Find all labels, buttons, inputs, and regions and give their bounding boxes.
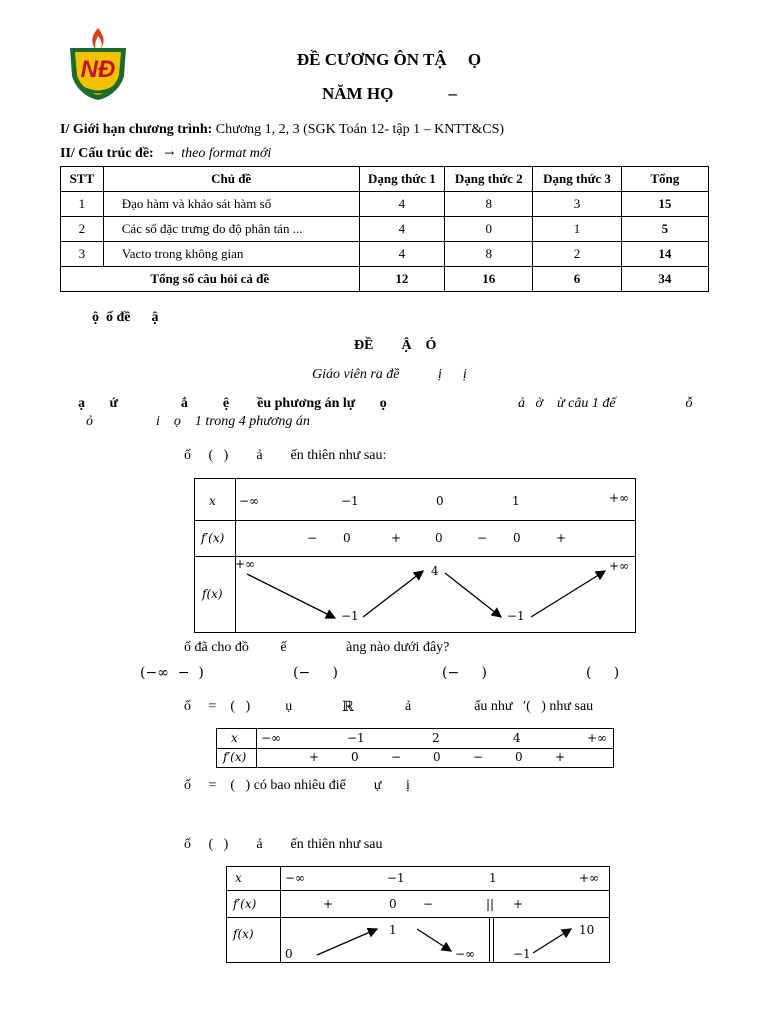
cell-topic: Đạo hàm và khảo sát hàm số bbox=[103, 192, 359, 217]
q3-x-value: −1 bbox=[387, 871, 405, 885]
header-total: Tổng bbox=[621, 167, 708, 192]
footer-label: Tổng số câu hỏi cả đề bbox=[61, 267, 360, 292]
question-1-prompt: ố đã cho đồ ế àng nào dưới đây? bbox=[184, 640, 450, 655]
footer-form-3: 6 bbox=[533, 267, 621, 292]
q1-fp-label: f′(x) bbox=[201, 531, 225, 545]
table-row bbox=[61, 217, 709, 242]
cell-form-3: 2 bbox=[533, 242, 621, 267]
q1-variation-arrows bbox=[195, 479, 637, 634]
q1-f-value: 4 bbox=[431, 564, 439, 578]
q3-f-value: 1 bbox=[389, 923, 397, 937]
question-2-stem-a: ố = ( ) ụ bbox=[184, 699, 293, 714]
table-row bbox=[61, 242, 709, 267]
cell-stt: 2 bbox=[61, 217, 104, 242]
q1-f-label: f(x) bbox=[202, 587, 223, 601]
q3-f-value: −∞ bbox=[455, 947, 476, 961]
q2-fp-zero: 0 bbox=[433, 750, 441, 764]
section-2-content: theo format mới bbox=[181, 146, 272, 161]
q1-x-value: −1 bbox=[341, 494, 359, 508]
q1-option-d[interactable]: ( ) bbox=[586, 665, 620, 681]
header-topic: Chủ đề bbox=[103, 167, 359, 192]
q1-fp-sign: − bbox=[477, 531, 488, 545]
cell-form-2: 0 bbox=[445, 217, 533, 242]
q3-x-value: 1 bbox=[489, 871, 497, 885]
q1-option-b[interactable]: (− ) bbox=[293, 665, 338, 681]
q1-x-value: +∞ bbox=[609, 491, 630, 505]
q2-x-value: 4 bbox=[513, 731, 521, 745]
q1-x-value: 0 bbox=[436, 494, 444, 508]
q1-fp-zero: 0 bbox=[513, 531, 521, 545]
q2-sign-table bbox=[216, 728, 614, 768]
q1-fp-sign: + bbox=[556, 531, 567, 545]
header-form-2: Dạng thức 2 bbox=[445, 167, 533, 192]
q1-option-c[interactable]: (− ) bbox=[442, 665, 487, 681]
table-footer-row bbox=[61, 267, 709, 292]
cell-topic: Vacto trong không gian bbox=[103, 242, 359, 267]
arrow-icon: → bbox=[164, 146, 175, 160]
q3-f-value: 10 bbox=[579, 923, 595, 937]
cell-form-3: 1 bbox=[533, 217, 621, 242]
sample-exam-note: ộ ố đề ậ bbox=[92, 310, 159, 325]
q2-fp-sign: − bbox=[391, 750, 402, 764]
cell-total: 15 bbox=[621, 192, 708, 217]
q2-fp-sign: − bbox=[473, 750, 484, 764]
question-3-stem: ố ( ) ả ến thiên như sau bbox=[184, 837, 383, 852]
q2-x-value: −∞ bbox=[261, 731, 282, 745]
q3-fp-sign: − bbox=[423, 897, 434, 911]
exam-title: ĐỀ Ậ Ó bbox=[354, 338, 437, 353]
q3-x-label: x bbox=[235, 871, 242, 885]
q2-fp-sign: + bbox=[555, 750, 566, 764]
cell-total: 14 bbox=[621, 242, 708, 267]
cell-form-1: 4 bbox=[359, 217, 445, 242]
q2-x-label: x bbox=[231, 731, 238, 745]
part-header-line-2: ỏ i ọ 1 trong 4 phương án bbox=[86, 414, 310, 429]
q1-variation-table bbox=[194, 478, 636, 633]
cell-stt: 3 bbox=[61, 242, 104, 267]
q1-fp-sign: + bbox=[391, 531, 402, 545]
section-2 bbox=[60, 146, 271, 162]
q3-variation-arrows bbox=[227, 867, 611, 964]
cell-stt: 1 bbox=[61, 192, 104, 217]
q3-fp-sign: + bbox=[323, 897, 334, 911]
q3-x-value: −∞ bbox=[285, 871, 306, 885]
q1-x-value: −∞ bbox=[239, 494, 260, 508]
header-form-1: Dạng thức 1 bbox=[359, 167, 445, 192]
section-1-label: I/ Giới hạn chương trình: bbox=[60, 122, 213, 137]
q3-f-label: f(x) bbox=[233, 927, 254, 941]
question-1-stem: ố ( ) ả ến thiên như sau: bbox=[184, 448, 387, 463]
q2-fp-sign: + bbox=[309, 750, 320, 764]
school-year: NĂM HỌ – bbox=[322, 84, 458, 103]
q1-fp-zero: 0 bbox=[435, 531, 443, 545]
footer-form-2: 16 bbox=[445, 267, 533, 292]
header-form-3: Dạng thức 3 bbox=[533, 167, 621, 192]
q1-option-a[interactable]: (−∞ − ) bbox=[140, 665, 204, 681]
header-stt: STT bbox=[61, 167, 104, 192]
question-2-stem-b: ả ấu như ′( ) như sau bbox=[405, 699, 594, 714]
cell-form-1: 4 bbox=[359, 242, 445, 267]
reals-symbol: ℝ bbox=[342, 699, 354, 715]
q3-fp-zero: 0 bbox=[389, 897, 397, 911]
cell-form-2: 8 bbox=[445, 192, 533, 217]
q2-fp-zero: 0 bbox=[351, 750, 359, 764]
q3-x-value: +∞ bbox=[579, 871, 600, 885]
section-1-content: Chương 1, 2, 3 (SGK Toán 12- tập 1 – KNTT&CS) bbox=[215, 122, 505, 137]
section-1 bbox=[60, 122, 504, 138]
teacher-line: Giáo viên ra đề ị ị bbox=[312, 367, 467, 382]
cell-total: 5 bbox=[621, 217, 708, 242]
q1-x-label: x bbox=[209, 494, 216, 508]
q2-x-value: 2 bbox=[432, 731, 440, 745]
document-title: ĐỀ CƯƠNG ÔN TẬ Ọ bbox=[296, 50, 482, 69]
q1-fp-zero: 0 bbox=[343, 531, 351, 545]
cell-form-2: 8 bbox=[445, 242, 533, 267]
part-header-italic: ả ờ ừ câu 1 đế ỗ bbox=[518, 396, 693, 411]
footer-total: 34 bbox=[621, 267, 708, 292]
q2-x-value: +∞ bbox=[587, 731, 608, 745]
question-2-prompt: ố = ( ) có bao nhiêu điể ự ị bbox=[184, 778, 410, 793]
q1-f-value: −1 bbox=[341, 609, 359, 623]
table-header-row bbox=[61, 167, 709, 192]
q3-fp-sign: + bbox=[513, 897, 524, 911]
logo-text: NĐ bbox=[80, 56, 116, 83]
q3-f-value: −1 bbox=[513, 947, 531, 961]
q3-fp-undefined: || bbox=[486, 897, 495, 911]
q1-fp-sign: − bbox=[307, 531, 318, 545]
cell-form-3: 3 bbox=[533, 192, 621, 217]
cell-topic: Các số đặc trưng đo độ phân tán ... bbox=[103, 217, 359, 242]
q1-f-value: +∞ bbox=[235, 557, 256, 571]
q1-f-value: +∞ bbox=[609, 559, 630, 573]
q3-f-value: 0 bbox=[285, 947, 293, 961]
q1-x-value: 1 bbox=[512, 494, 520, 508]
section-2-label: II/ Cấu trúc đề: bbox=[60, 146, 154, 161]
q1-f-value: −1 bbox=[507, 609, 525, 623]
q3-variation-table bbox=[226, 866, 610, 963]
part-header-bold: ạ ứ ắ ệ ều phương án lự ọ bbox=[78, 396, 387, 411]
cell-form-1: 4 bbox=[359, 192, 445, 217]
q2-fp-zero: 0 bbox=[515, 750, 523, 764]
table-row bbox=[61, 192, 709, 217]
q2-fp-label: f′(x) bbox=[223, 750, 247, 764]
q2-x-value: −1 bbox=[347, 731, 365, 745]
q3-fp-label: f′(x) bbox=[233, 897, 257, 911]
exam-structure-table bbox=[60, 166, 709, 292]
footer-form-1: 12 bbox=[359, 267, 445, 292]
